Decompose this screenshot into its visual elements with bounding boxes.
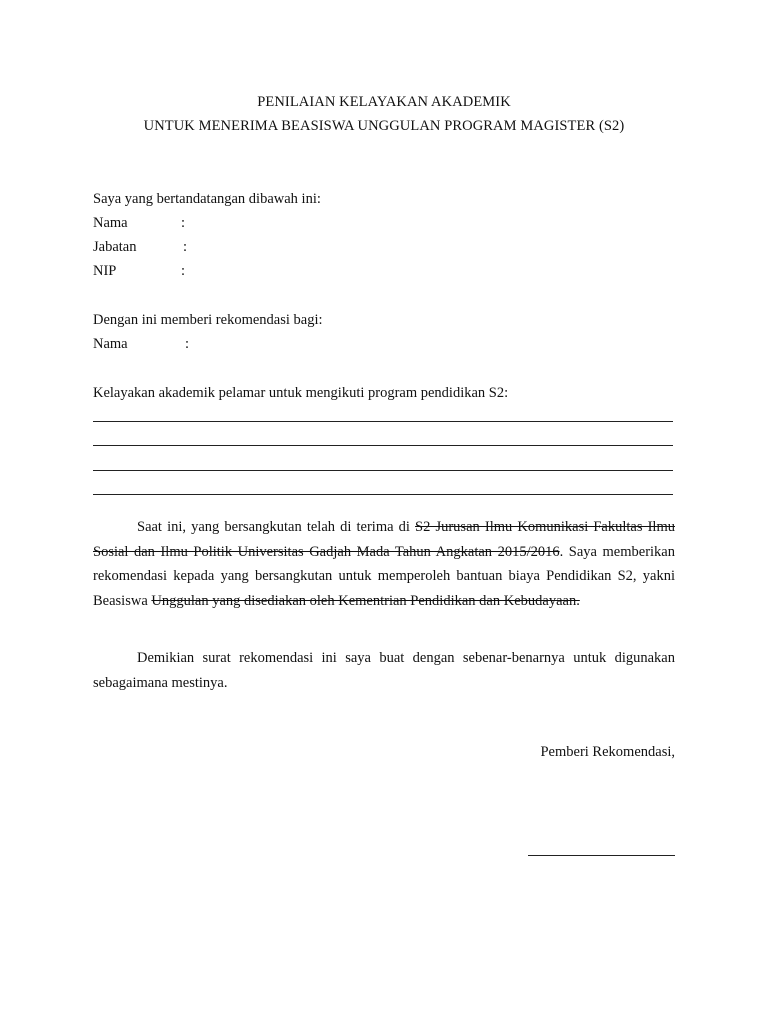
signer-position-label: Jabatan (93, 239, 137, 255)
applicant-name-row (93, 336, 189, 353)
signature-line (528, 855, 675, 856)
struck-scholarship-text: Unggulan yang disediakan oleh Kementrian Pendidikan dan Kebudayaan. (151, 592, 580, 609)
struck-university-text: S2 Jurusan Ilmu Komunikasi Fakultas Ilmu Sosial dan Ilmu Politik Universitas Gadjah Mada Tahun Angkatan 2015/2016 (93, 519, 675, 560)
signer-position-colon: : (183, 239, 188, 255)
signer-name-label: Nama (93, 215, 128, 231)
applicant-name-label: Nama (93, 336, 128, 352)
body-paragraph-2: Demikian surat rekomendasi ini saya buat dengan sebenar-benarnya untuk digunakan sebagaimana mestinya. (93, 650, 675, 691)
body-paragraph-1 (93, 515, 675, 613)
applicant-name-colon: : (185, 336, 190, 352)
signer-nip-label: NIP (93, 263, 117, 279)
eligibility-line-4 (93, 494, 673, 495)
document-subtitle: UNTUK MENERIMA BEASISWA UNGGULAN PROGRAM MAGISTER (S2) (143, 118, 625, 134)
paragraph-1-text-a: Saat ini, yang bersangkutan telah di terima di (137, 519, 416, 535)
eligibility-line-3 (93, 470, 673, 471)
eligibility-line-2 (93, 445, 673, 446)
signer-nip-row (93, 263, 185, 280)
paragraph-1-text-b: . Saya memberikan rekomendasi kepada yang bersangkutan untuk memperoleh bantuan biaya Pendidikan S2, yakni Beasiswa (93, 543, 675, 609)
document-title: PENILAIAN KELAYAKAN AKADEMIK (257, 94, 511, 110)
signer-name-colon: : (181, 215, 186, 231)
signer-name-row (93, 215, 185, 232)
signer-closing: Pemberi Rekomendasi, (540, 744, 675, 760)
signer-nip-colon: : (181, 263, 186, 279)
recommend-intro: Dengan ini memberi rekomendasi bagi: (93, 312, 323, 328)
signer-intro: Saya yang bertandatangan dibawah ini: (93, 191, 321, 207)
signer-position-row (93, 239, 187, 256)
eligibility-label: Kelayakan akademik pelamar untuk mengikuti program pendidikan S2: (93, 385, 509, 401)
eligibility-line-1 (93, 421, 673, 422)
